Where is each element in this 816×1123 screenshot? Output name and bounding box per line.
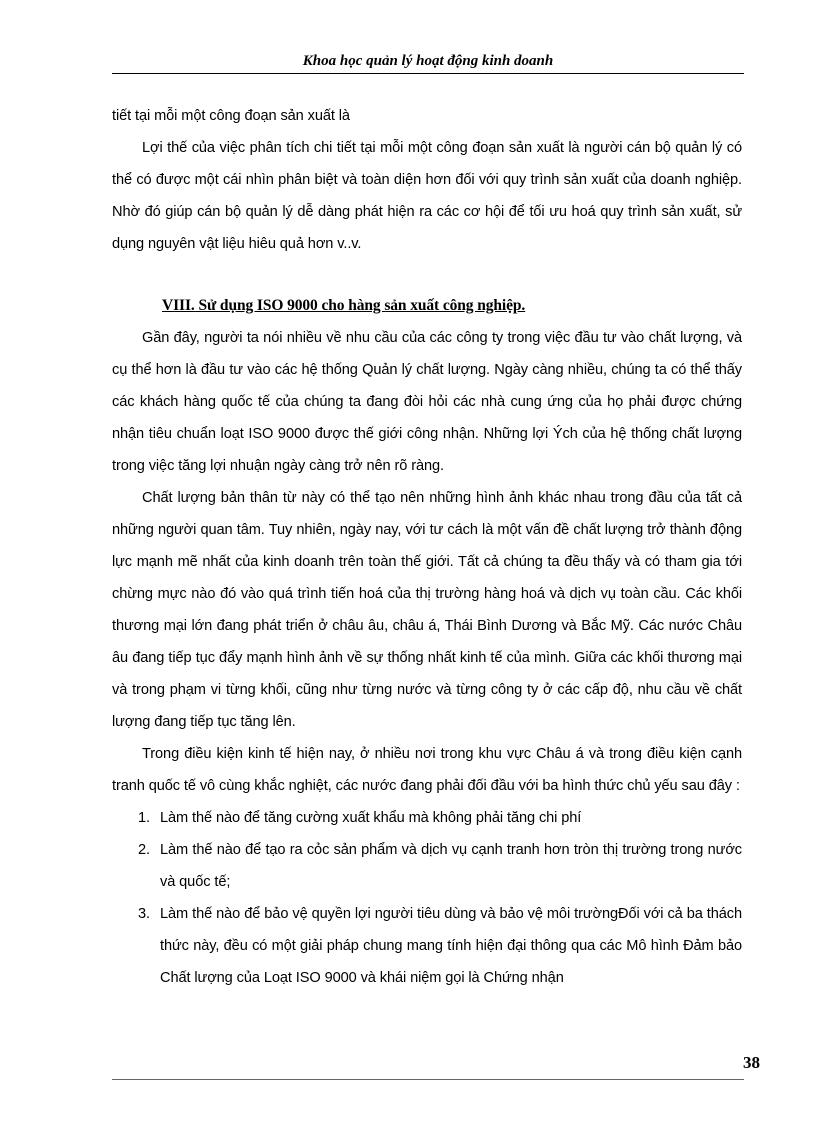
header-divider xyxy=(112,73,744,74)
challenge-list xyxy=(112,802,742,994)
list-item-text: Làm thế nào để tạo ra cỏc sản phẩm và dịch vụ cạnh tranh hơn tròn thị trường trong nước và quốc tế; xyxy=(160,842,742,890)
list-item xyxy=(112,834,742,898)
list-item xyxy=(112,802,742,834)
section-heading: VIII. Sử dụng ISO 9000 cho hàng sản xuất công nghiệp. xyxy=(162,297,526,314)
paragraph-continuation: tiết tại mỗi một công đoạn sản xuất là xyxy=(112,108,350,124)
list-item-text: Làm thế nào để bảo vệ quyền lợi người tiêu dùng và bảo vệ môi trườngĐối với cả ba thách thức này, đều có một giải pháp chung mang tính hiện đại thông qua các Mô hình Đảm bảo Chất lượng của Loạt ISO 9000 và khái niệm gọi là Chứng nhận xyxy=(160,906,742,986)
list-item-text: Làm thế nào để tăng cường xuất khẩu mà không phải tăng chi phí xyxy=(160,810,582,826)
section-spacer xyxy=(112,260,742,290)
list-item-number: 2. xyxy=(138,842,150,858)
paragraph-advantage: Lợi thế của việc phân tích chi tiết tại mỗi một công đoạn sản xuất là người cán bộ quản lý có thể có được một cái nhìn phân biệt và toàn diện hơn đối với quy trình sản xuất của doanh nghiệp. Nhờ đó giúp cán bộ quản lý dễ dàng phát hiện ra các cơ hội để tối ưu hoá quy trình sản xuất, sử dụng nguyên vật liệu hiêu quả hơn v..v. xyxy=(112,140,742,252)
list-item-number: 3. xyxy=(138,906,150,922)
paragraph-quality-investment: Gần đây, người ta nói nhiều về nhu cầu của các công ty trong việc đầu tư vào chất lượng, và cụ thể hơn là đầu tư vào các hệ thống Quản lý chất lượng. Ngày càng nhiều, chúng ta có thể thấy các khách hàng quốc tế của chúng ta đang đòi hỏi các nhà cung ứng của họ phải được chứng nhận tiêu chuẩn loạt ISO 9000 được thế giới công nhận. Những lợi Ých của hệ thống chất lượng trong việc tăng lợi nhuận ngày càng trở nên rõ ràng. xyxy=(112,330,742,474)
running-header: Khoa học quản lý hoạt động kinh doanh xyxy=(302,53,554,69)
paragraph-quality-meaning: Chất lượng bản thân từ này có thể tạo nên những hình ảnh khác nhau trong đầu của tất cả những người quan tâm. Tuy nhiên, ngày nay, với tư cách là một vấn đề chất lượng trở thành động lực mạnh mẽ nhất của kinh doanh trên toàn thế giới. Tất cả chúng ta đều thấy và có tham gia tới chừng mực nào đó vào quá trình tiến hoá của thị trường hàng hoá và dịch vụ toàn cầu. Các khối thương mại lớn đang phát triển ở châu âu, châu á, Thái Bình Dương và Bắc Mỹ. Các nước Châu âu đang tiếp tục đẩy mạnh hình ảnh về sự thống nhất kinh tế của mình. Giữa các khối thương mại và trong phạm vi từng khối, cũng như từng nước và từng công ty ở các cấp độ, nhu cầu về chất lượng đang tiếp tục tăng lên. xyxy=(112,490,742,730)
footer-divider xyxy=(112,1079,744,1080)
paragraph-economic-conditions: Trong điều kiện kinh tế hiện nay, ở nhiều nơi trong khu vực Châu á và trong điều kiện cạnh tranh quốc tế vô cùng khắc nghiệt, các nước đang phải đối đầu với ba hình thức chủ yếu sau đây : xyxy=(112,746,742,794)
list-item xyxy=(112,898,742,994)
body-text xyxy=(112,100,742,994)
page-number: 38 xyxy=(743,1053,760,1072)
list-item-number: 1. xyxy=(138,810,150,826)
